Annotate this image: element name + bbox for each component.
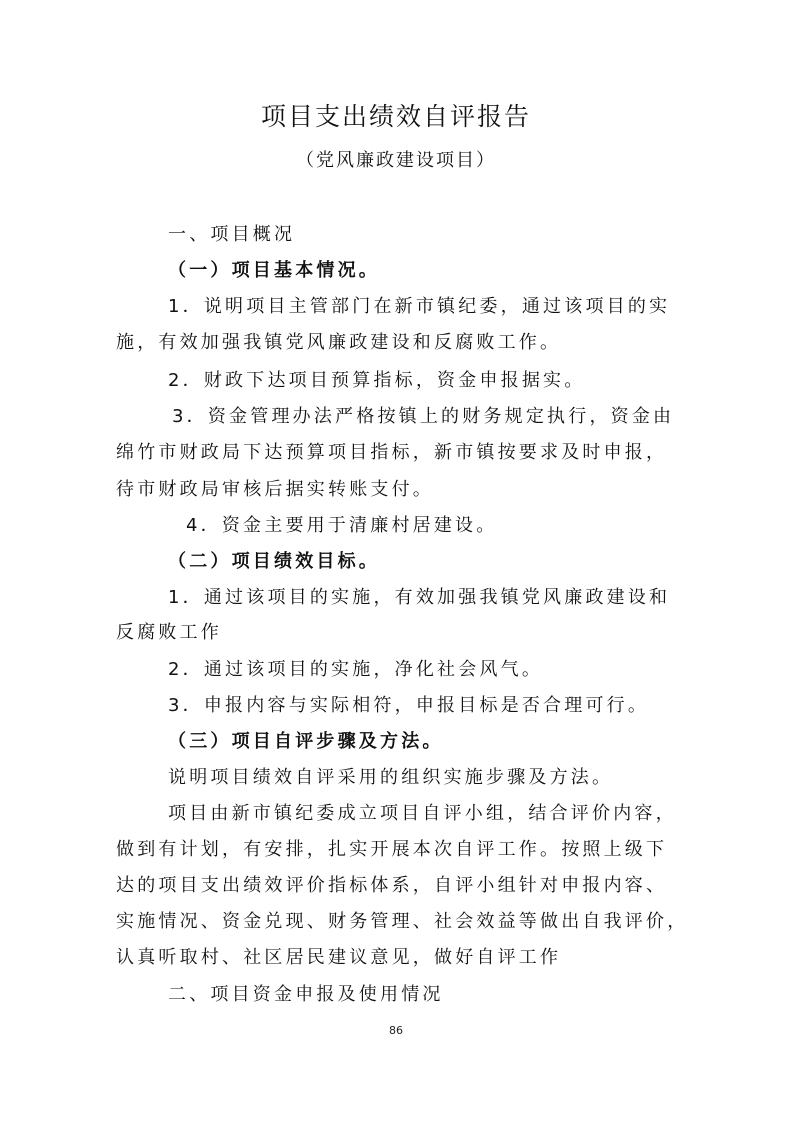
paragraph-line: 绵竹市财政局下达预算项目指标，新市镇按要求及时申报， [116, 442, 668, 463]
paragraph-line: 认真听取村、社区居民建议意见，做好自评工作 [116, 947, 562, 968]
paragraph-line: 1．通过该项目的实施，有效加强我镇党风廉政建设和 [168, 587, 671, 608]
paragraph-line: 说明项目绩效自评采用的组织实施步骤及方法。 [168, 767, 614, 788]
report-subtitle: （党风廉政建设项目） [296, 150, 496, 171]
page-number: 86 [389, 1024, 403, 1037]
paragraph-line: 2．通过该项目的实施，净化社会风气。 [168, 659, 544, 680]
section-heading-2: 二、项目资金申报及使用情况 [168, 984, 444, 1005]
section-heading-1: 一、项目概况 [168, 224, 296, 245]
paragraph-line: 4．资金主要用于清廉村居建设。 [186, 515, 498, 536]
paragraph-line: 3．资金管理办法严格按镇上的财务规定执行，资金由 [172, 406, 675, 427]
paragraph-line: 3．申报内容与实际相符，申报目标是否合理可行。 [168, 695, 650, 716]
paragraph-line: 达的项目支出绩效评价指标体系，自评小组针对申报内容、 [116, 875, 668, 896]
subsection-heading-3: （三）项目自评步骤及方法。 [168, 731, 444, 752]
subsection-heading-2: （二）项目绩效目标。 [168, 551, 380, 572]
paragraph-line: 施，有效加强我镇党风廉政建设和反腐败工作。 [116, 332, 562, 353]
paragraph-line: 反腐败工作 [116, 622, 222, 643]
paragraph-line: 项目由新市镇纪委成立项目自评小组，结合评价内容， [168, 803, 677, 824]
paragraph-line: 实施情况、资金兑现、财务管理、社会效益等做出自我评价， [116, 911, 689, 932]
paragraph-line: 2．财政下达项目预算指标，资金申报据实。 [168, 370, 586, 391]
paragraph-line: 1．说明项目主管部门在新市镇纪委，通过该项目的实 [168, 296, 671, 317]
report-title: 项目支出绩效自评报告 [260, 102, 531, 131]
paragraph-line: 待市财政局审核后据实转账支付。 [116, 479, 434, 500]
subsection-heading-1: （一）项目基本情况。 [168, 260, 380, 281]
paragraph-line: 做到有计划，有安排，扎实开展本次自评工作。按照上级下 [116, 839, 668, 860]
